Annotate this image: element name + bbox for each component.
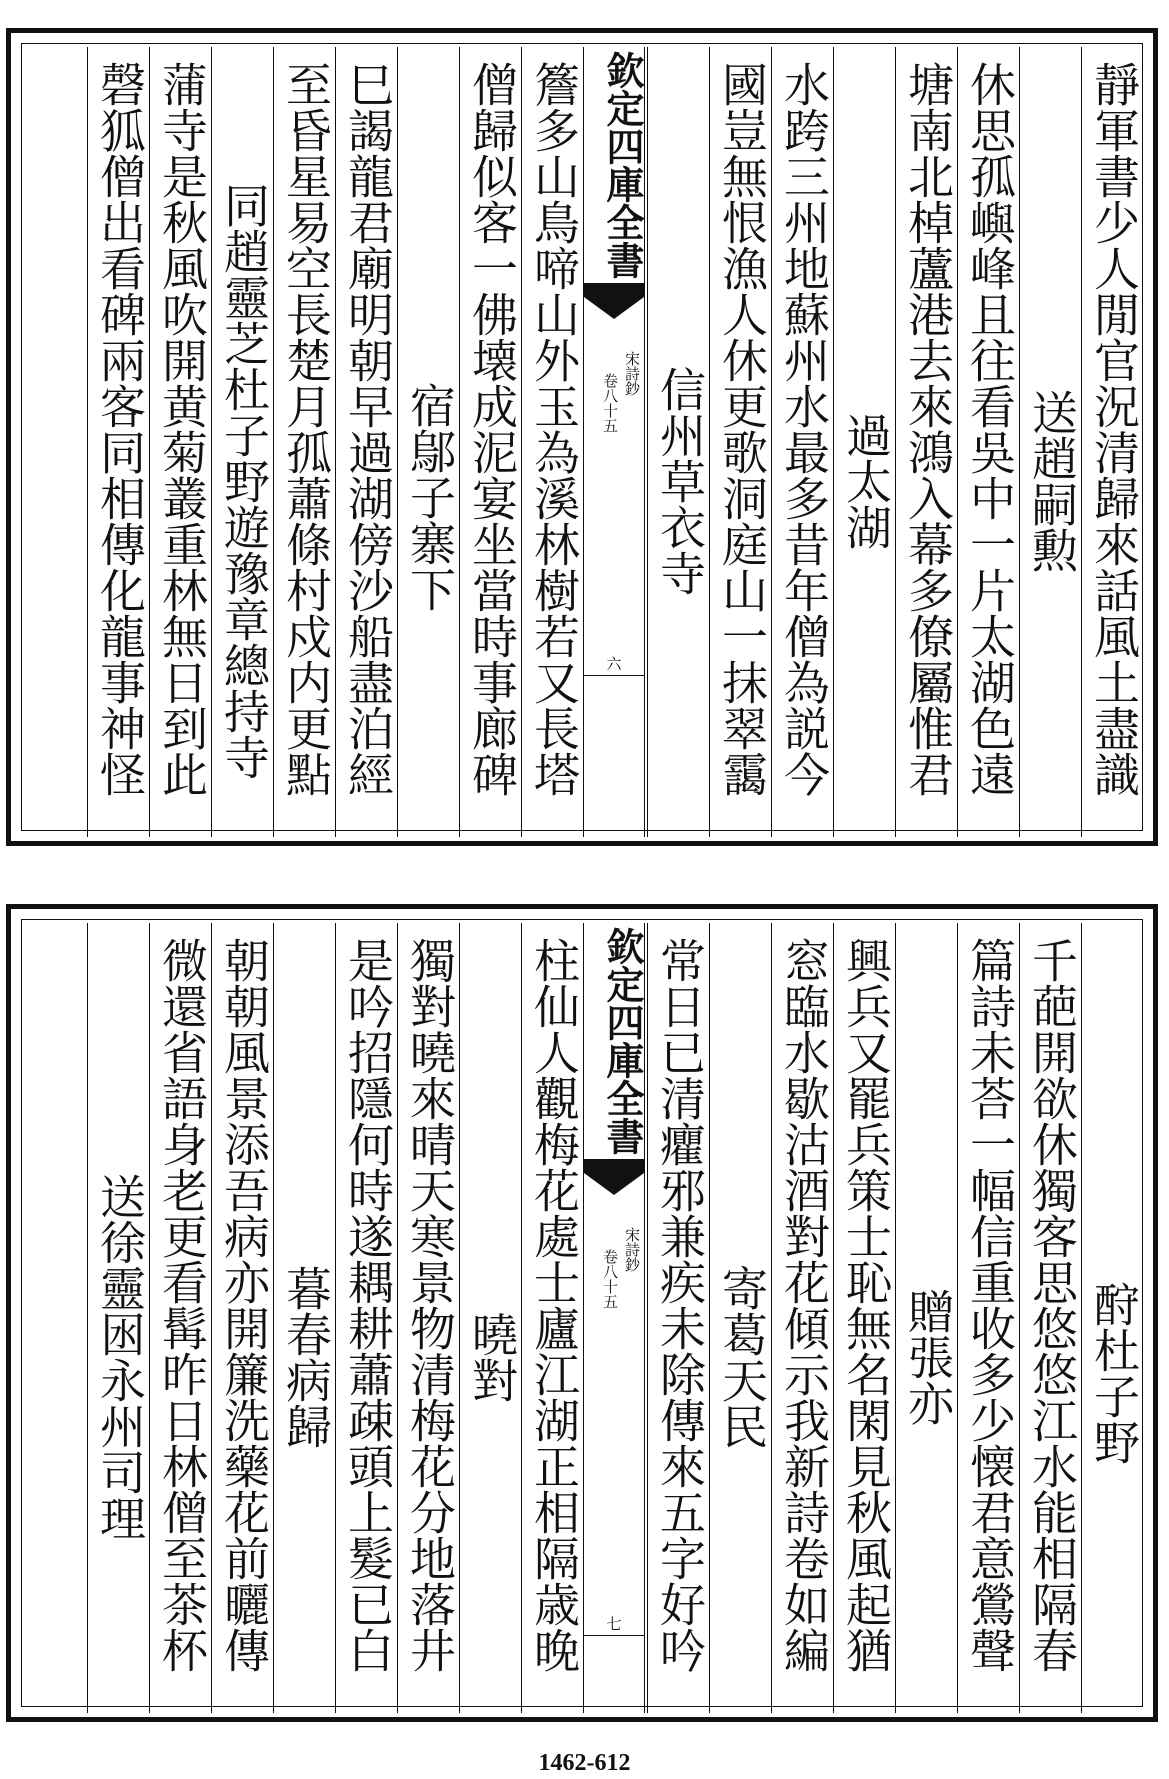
text-column: 是吟招隱何時遂耦耕蕭疎頭上髮已白 (335, 923, 397, 1713)
text-column: 靜軍書少人閒官況清歸來話風土盡識 (1081, 47, 1143, 837)
poem-title: 寄葛天民 (709, 923, 771, 1713)
poem-title: 送徐靈囦永州司理 (87, 923, 149, 1713)
text-column: 巳謁龍君廟明朝早過湖傍沙船盡泊經 (335, 47, 397, 837)
poem-title: 過太湖 (833, 47, 895, 837)
text-column: 千葩開欲休獨客思悠悠江水能相隔春 (1019, 923, 1081, 1713)
text-column: 興兵又罷兵策士恥無名閑見秋風起猶 (833, 923, 895, 1713)
text-column: 蒲寺是秋風吹開黄菊叢重林無日到此 (149, 47, 211, 837)
spine-divider (584, 675, 644, 676)
page-top (6, 28, 1158, 846)
text-column: 僧歸似客一佛壊成泥宴坐當時事廊碑 (459, 47, 521, 837)
text-column: 獨對曉來晴天寒景物清梅花分地落井 (397, 923, 459, 1713)
poem-title: 酧杜子野 (1081, 923, 1143, 1713)
fish-tail-mark (584, 283, 644, 297)
spine-volume: 卷八十五 (601, 373, 619, 433)
text-column: 國豈無恨漁人休更歌洞庭山一抹翠靄 (709, 47, 771, 837)
leaf-number: 七 (606, 1615, 622, 1633)
text-column: 常日已清癯邪兼疾未除傳來五字好吟 (647, 923, 709, 1713)
fish-tail-mark (584, 1159, 644, 1173)
text-column: 磬狐僧出看碑兩客同相傳化龍事神怪 (87, 47, 149, 837)
leaf-number: 六 (606, 655, 622, 673)
poem-title: 同趙靈芝杜子野遊豫章總持寺 (211, 47, 273, 837)
text-column: 篇詩未荅一幅信重收多少懐君意鶯聲 (957, 923, 1019, 1713)
poem-title: 送趙嗣勲 (1019, 47, 1081, 837)
text-column: 簷多山鳥啼山外玉為溪林樹若又長塔 (521, 47, 583, 837)
spine-collection: 宋詩鈔 (623, 351, 641, 396)
text-column: 窓臨水歇沽酒對花傾示我新詩卷如編 (771, 923, 833, 1713)
text-column: 朝朝風景添吾病亦開簾洗藥花前曬傳 (211, 923, 273, 1713)
spine-title: 欽定四庫全書 (600, 51, 645, 279)
center-spine (583, 47, 645, 837)
fish-tail-mark (584, 1173, 644, 1195)
spine-collection: 宋詩鈔 (623, 1227, 641, 1272)
poem-title: 暮春病歸 (273, 923, 335, 1713)
center-spine (583, 923, 645, 1713)
fish-tail-mark (584, 297, 644, 319)
text-column: 水跨三州地蘇州水最多昔年僧為説今 (771, 47, 833, 837)
page-bottom (6, 904, 1158, 1722)
text-column: 塘南北棹蘆港去來鴻入幕多僚屬惟君 (895, 47, 957, 837)
poem-title: 贈張亦 (895, 923, 957, 1713)
text-column: 休思孤嶼峰且往看吳中一片太湖色遠 (957, 47, 1019, 837)
text-column: 至昏星易空長楚月孤蕭條村戍内更點 (273, 47, 335, 837)
spine-title: 欽定四庫全書 (600, 927, 645, 1155)
text-column: 柱仙人觀梅花處士廬江湖正相隔歳晚 (521, 923, 583, 1713)
spine-divider (584, 1635, 644, 1636)
text-column: 微還省語身老更看髯昨日林僧至茶杯 (149, 923, 211, 1713)
spine-volume: 卷八十五 (601, 1249, 619, 1309)
page-number-footer: 1462-612 (538, 1750, 631, 1776)
poem-title: 曉對 (459, 923, 521, 1713)
poem-title: 宿鄔子寨下 (397, 47, 459, 837)
poem-title: 信州草衣寺 (647, 47, 709, 837)
